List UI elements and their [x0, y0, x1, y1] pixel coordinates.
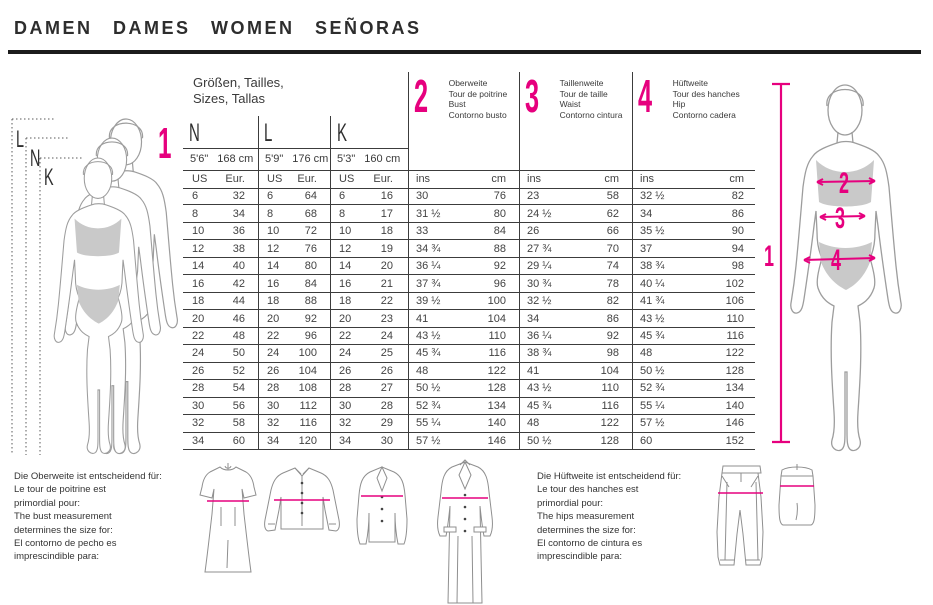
table-cell: 36 ¼	[416, 260, 441, 273]
table-cell: 55 ¼	[416, 417, 441, 430]
table-cell: 86	[731, 207, 744, 220]
table-cell: 26	[192, 364, 205, 377]
letter-l: L	[264, 119, 273, 147]
table-cell: 22	[339, 329, 352, 342]
bust-note: Die Oberweite ist entscheidend für: Le tour de poitrine est primordial pour: The bust measurement determines the size for: El contorno de pecho es imprescindible para:	[14, 471, 162, 563]
column-header: US	[339, 173, 355, 185]
table-cell: 41 ¾	[640, 295, 665, 308]
measurement-figure-illustration	[760, 70, 933, 460]
height-measure-line	[772, 84, 790, 442]
table-row	[183, 398, 755, 415]
size-system-letters	[183, 116, 408, 149]
height-label-n: N	[30, 145, 41, 173]
table-cell: 104	[487, 312, 506, 325]
table-cell: 24	[380, 329, 393, 342]
table-cell: 116	[601, 399, 619, 412]
header-rule	[8, 50, 921, 54]
table-cell: 60	[232, 434, 245, 447]
figure-number-4: 4	[831, 244, 842, 278]
table-cell: 33	[416, 225, 429, 238]
table-cell: 120	[298, 434, 317, 447]
table-cell: 26	[380, 364, 393, 377]
table-cell: 90	[731, 225, 744, 238]
table-cell: 28	[380, 399, 393, 412]
table-cell: 38	[232, 242, 245, 255]
table-cell: 50 ½	[416, 382, 441, 395]
table-cell: 31 ½	[416, 207, 441, 220]
table-cell: 64	[304, 190, 317, 203]
table-cell: 26	[267, 364, 280, 377]
table-cell: 25	[380, 347, 393, 360]
column-header: ins	[640, 173, 655, 185]
table-cell: 74	[606, 260, 619, 273]
table-row	[183, 188, 755, 205]
table-cell: 20	[339, 312, 352, 325]
figure-number-2: 2	[839, 167, 850, 201]
table-cell: 14	[267, 260, 280, 273]
table-cell: 12	[339, 242, 352, 255]
table-cell: 16	[339, 277, 352, 290]
table-cell: 128	[600, 434, 619, 447]
table-cell: 80	[304, 260, 317, 273]
table-cell: 23	[380, 312, 393, 325]
table-cell: 24	[192, 347, 205, 360]
column-divider	[632, 72, 633, 450]
column-header: cm	[491, 173, 506, 185]
table-cell: 48	[640, 347, 653, 360]
group-number-2: 2	[414, 70, 429, 122]
table-cell: 41	[416, 312, 429, 325]
table-cell: 32 ½	[527, 295, 552, 308]
table-cell: 50 ½	[640, 364, 665, 377]
table-cell: 110	[726, 312, 744, 325]
table-cell: 55 ¼	[640, 399, 665, 412]
table-cell: 57 ½	[640, 417, 665, 430]
table-cell: 43 ½	[527, 382, 552, 395]
table-row	[183, 345, 755, 362]
table-cell: 94	[731, 242, 744, 255]
letter-k: K	[337, 119, 348, 147]
table-cell: 22	[192, 329, 205, 342]
table-row	[183, 415, 755, 432]
group-number-1: 1	[158, 119, 172, 168]
table-row	[183, 433, 755, 450]
table-cell: 100	[487, 295, 506, 308]
table-cell: 70	[606, 242, 619, 255]
table-cell: 32	[267, 417, 280, 430]
table-cell: 14	[192, 260, 205, 273]
table-cell: 30	[267, 399, 280, 412]
table-cell: 80	[493, 207, 506, 220]
coat-illustration	[427, 459, 503, 605]
size-table-body	[183, 188, 755, 450]
table-cell: 10	[267, 225, 280, 238]
table-cell: 82	[606, 295, 619, 308]
table-row	[183, 205, 755, 222]
letter-n: N	[189, 119, 200, 147]
table-cell: 140	[487, 417, 506, 430]
table-cell: 92	[606, 329, 619, 342]
column-header: US	[192, 173, 208, 185]
table-cell: 68	[304, 207, 317, 220]
height-l: 5'9" 176 cm	[265, 153, 329, 165]
table-cell: 6	[192, 190, 199, 203]
table-cell: 140	[725, 399, 744, 412]
table-cell: 112	[299, 399, 317, 412]
table-row	[183, 293, 755, 310]
table-cell: 26	[527, 225, 540, 238]
table-cell: 108	[298, 382, 317, 395]
table-cell: 82	[731, 190, 744, 203]
table-cell: 22	[380, 295, 393, 308]
table-cell: 48	[232, 329, 245, 342]
table-row	[183, 310, 755, 327]
table-cell: 29	[380, 417, 393, 430]
table-cell: 39 ½	[416, 295, 441, 308]
table-row	[183, 328, 755, 345]
table-cell: 6	[339, 190, 346, 203]
table-cell: 37 ¾	[416, 277, 441, 290]
table-cell: 19	[380, 242, 393, 255]
column-divider	[258, 116, 259, 450]
table-cell: 43 ½	[416, 329, 441, 342]
table-cell: 43 ½	[640, 312, 665, 325]
column-header-row	[183, 170, 755, 189]
table-cell: 6	[267, 190, 274, 203]
table-cell: 146	[487, 434, 506, 447]
column-header: cm	[604, 173, 619, 185]
table-cell: 14	[339, 260, 352, 273]
table-cell: 72	[304, 225, 317, 238]
table-cell: 122	[725, 347, 744, 360]
table-cell: 8	[267, 207, 274, 220]
table-cell: 110	[601, 382, 619, 395]
table-cell: 10	[339, 225, 352, 238]
table-cell: 18	[380, 225, 393, 238]
table-cell: 21	[380, 277, 393, 290]
table-cell: 28	[192, 382, 205, 395]
table-cell: 146	[725, 417, 744, 430]
table-cell: 76	[493, 190, 506, 203]
table-cell: 78	[606, 277, 619, 290]
table-cell: 18	[192, 295, 205, 308]
table-cell: 122	[487, 364, 506, 377]
table-cell: 40 ¼	[640, 277, 665, 290]
table-cell: 12	[192, 242, 205, 255]
table-cell: 116	[726, 329, 744, 342]
table-cell: 34	[232, 207, 245, 220]
table-cell: 26	[339, 364, 352, 377]
table-cell: 45 ¾	[640, 329, 665, 342]
figure-number-1: 1	[764, 240, 775, 274]
table-row	[183, 363, 755, 380]
group-number-3: 3	[525, 70, 540, 122]
table-row	[183, 240, 755, 257]
table-cell: 44	[232, 295, 245, 308]
table-title: Größen, Tailles, Sizes, Tallas	[193, 75, 284, 106]
table-cell: 42	[232, 277, 245, 290]
table-cell: 28	[267, 382, 280, 395]
table-cell: 23	[527, 190, 540, 203]
table-cell: 20	[267, 312, 280, 325]
table-cell: 16	[380, 190, 393, 203]
height-label-k: K	[44, 164, 54, 192]
table-cell: 30 ¾	[527, 277, 552, 290]
table-cell: 34	[640, 207, 653, 220]
table-cell: 110	[488, 329, 506, 342]
table-row	[183, 380, 755, 397]
table-cell: 48	[416, 364, 429, 377]
column-header: cm	[729, 173, 744, 185]
table-cell: 45 ¾	[416, 347, 441, 360]
table-cell: 134	[725, 382, 744, 395]
table-cell: 98	[606, 347, 619, 360]
table-cell: 86	[606, 312, 619, 325]
table-cell: 76	[304, 242, 317, 255]
table-cell: 128	[487, 382, 506, 395]
table-cell: 20	[380, 260, 393, 273]
table-cell: 24	[267, 347, 280, 360]
table-cell: 52 ¾	[640, 382, 665, 395]
table-cell: 28	[339, 382, 352, 395]
table-cell: 54	[232, 382, 245, 395]
table-cell: 104	[600, 364, 619, 377]
table-row	[183, 258, 755, 275]
table-cell: 92	[493, 260, 506, 273]
table-cell: 34	[339, 434, 352, 447]
table-row	[183, 275, 755, 292]
table-cell: 46	[232, 312, 245, 325]
table-cell: 34	[192, 434, 205, 447]
waist-header: 3 Taillenweite Tour de taille Waist Contorno cintura	[525, 70, 623, 122]
column-header: Eur.	[297, 173, 317, 185]
table-cell: 8	[339, 207, 346, 220]
figure-number-3: 3	[835, 202, 846, 236]
table-cell: 84	[493, 225, 506, 238]
column-header: US	[267, 173, 283, 185]
dress-illustration	[197, 462, 259, 577]
table-cell: 30	[192, 399, 205, 412]
table-cell: 56	[232, 399, 245, 412]
table-cell: 52	[232, 364, 245, 377]
table-cell: 40	[232, 260, 245, 273]
table-cell: 27	[380, 382, 393, 395]
table-cell: 92	[304, 312, 317, 325]
column-header: Eur.	[373, 173, 393, 185]
column-header: Eur.	[225, 173, 245, 185]
table-cell: 36	[232, 225, 245, 238]
table-cell: 18	[267, 295, 280, 308]
hip-header: 4 Hüftweite Tour des hanches Hip Contorno cadera	[638, 70, 740, 122]
table-cell: 134	[487, 399, 506, 412]
column-divider	[519, 72, 520, 450]
table-cell: 36 ¼	[527, 329, 552, 342]
table-cell: 32	[339, 417, 352, 430]
table-cell: 20	[192, 312, 205, 325]
blouse-illustration	[262, 463, 342, 538]
table-cell: 10	[192, 225, 205, 238]
jacket-illustration	[347, 463, 417, 551]
table-cell: 122	[600, 417, 619, 430]
table-cell: 100	[298, 347, 317, 360]
table-cell: 152	[725, 434, 744, 447]
pants-illustration	[714, 462, 772, 576]
table-cell: 32 ½	[640, 190, 665, 203]
table-cell: 128	[725, 364, 744, 377]
height-n: 5'6" 168 cm	[190, 153, 254, 165]
table-cell: 106	[725, 295, 744, 308]
table-cell: 16	[267, 277, 280, 290]
table-cell: 50 ½	[527, 434, 552, 447]
table-cell: 24 ½	[527, 207, 552, 220]
table-cell: 22	[267, 329, 280, 342]
table-cell: 88	[493, 242, 506, 255]
table-cell: 116	[299, 417, 317, 430]
table-cell: 29 ¼	[527, 260, 552, 273]
table-cell: 102	[725, 277, 744, 290]
height-figures-illustration	[4, 95, 182, 463]
table-cell: 24	[339, 347, 352, 360]
table-cell: 32	[232, 190, 245, 203]
hip-note: Die Hüftweite ist entscheidend für: Le tour des hanches est primordial pour: The hips measurement determines the size for: El contorno de cintura es imprescindible para:	[537, 471, 682, 563]
table-cell: 50	[232, 347, 245, 360]
bust-header: 2 Oberweite Tour de poitrine Bust Contorno busto	[414, 70, 508, 122]
table-cell: 30	[416, 190, 429, 203]
table-cell: 38 ¾	[527, 347, 552, 360]
table-row	[183, 223, 755, 240]
column-divider	[330, 116, 331, 450]
height-k: 5'3" 160 cm	[337, 153, 401, 165]
table-cell: 116	[488, 347, 506, 360]
table-cell: 52 ¾	[416, 399, 441, 412]
table-cell: 98	[731, 260, 744, 273]
size-table	[183, 70, 755, 451]
table-cell: 66	[606, 225, 619, 238]
table-cell: 35 ½	[640, 225, 665, 238]
table-cell: 30	[339, 399, 352, 412]
group-number-4: 4	[638, 70, 653, 122]
table-cell: 17	[380, 207, 393, 220]
table-cell: 58	[606, 190, 619, 203]
page-title: DAMEN DAMES WOMEN SEÑORAS	[14, 18, 422, 38]
table-cell: 12	[267, 242, 280, 255]
table-cell: 32	[192, 417, 205, 430]
table-cell: 30	[380, 434, 393, 447]
table-cell: 37	[640, 242, 653, 255]
table-cell: 96	[304, 329, 317, 342]
table-cell: 34	[267, 434, 280, 447]
column-header: ins	[416, 173, 431, 185]
table-cell: 104	[298, 364, 317, 377]
table-cell: 58	[232, 417, 245, 430]
skirt-illustration	[775, 463, 819, 535]
table-cell: 16	[192, 277, 205, 290]
table-cell: 88	[304, 295, 317, 308]
column-header: ins	[527, 173, 542, 185]
table-cell: 48	[527, 417, 540, 430]
table-cell: 8	[192, 207, 199, 220]
table-cell: 96	[493, 277, 506, 290]
table-cell: 84	[304, 277, 317, 290]
table-cell: 41	[527, 364, 540, 377]
table-cell: 34 ¾	[416, 242, 441, 255]
height-label-l: L	[16, 126, 25, 154]
table-cell: 62	[606, 207, 619, 220]
table-cell: 60	[640, 434, 653, 447]
table-cell: 18	[339, 295, 352, 308]
table-cell: 34	[527, 312, 540, 325]
table-cell: 27 ¾	[527, 242, 552, 255]
column-divider	[408, 72, 409, 450]
heights-row	[183, 148, 755, 171]
table-cell: 38 ¾	[640, 260, 665, 273]
table-cell: 57 ½	[416, 434, 441, 447]
table-cell: 45 ¾	[527, 399, 552, 412]
